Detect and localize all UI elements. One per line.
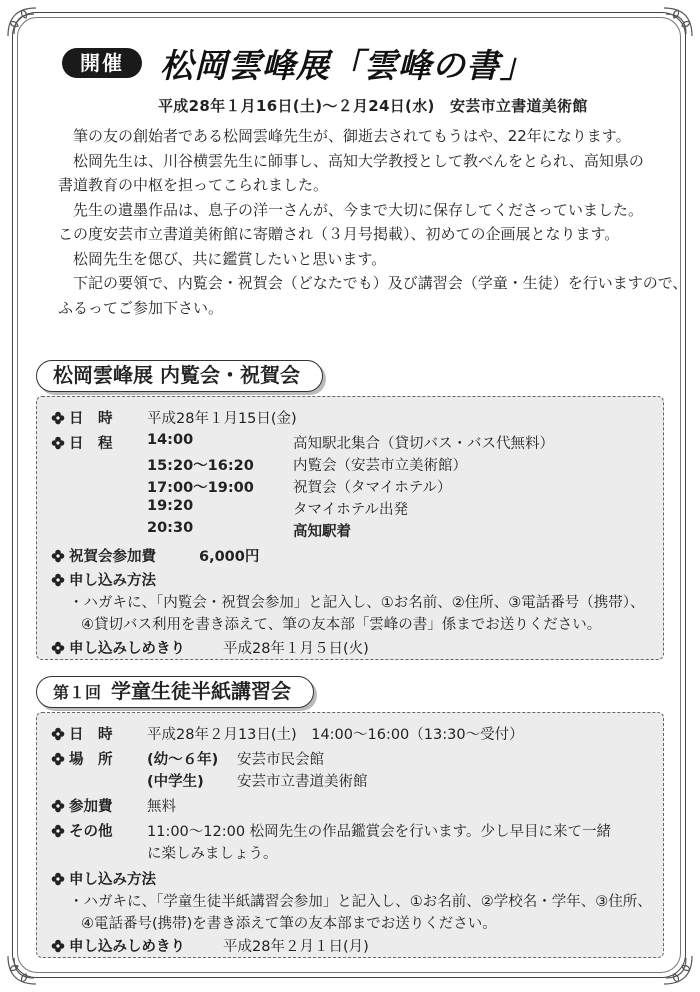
apply-line: ④貸切バス利用を書き添えて、筆の友本部「雲峰の書」係までお送りください。 [81, 617, 602, 633]
apply-line: ④電話番号(携帯)を書き添えて筆の友本部までお送りください。 [81, 916, 497, 932]
fee-label: 参加費 [51, 795, 113, 816]
place-label: 場 所 [51, 748, 113, 769]
other-label: その他 [51, 820, 113, 841]
apply-label: 申し込み方法 [51, 868, 156, 889]
intro-line: この度安芸市立書道美術館に寄贈され（３月号掲載）、初めての企画展となります。 [58, 225, 620, 243]
header [62, 40, 662, 90]
flower-bullet-icon [51, 872, 65, 886]
apply-label: 申し込み方法 [51, 569, 156, 590]
flower-bullet-icon [51, 549, 65, 563]
intro-line: 松岡先生を偲び、共に鑑賞したいと思います。 [58, 249, 387, 268]
workshop-details-box [36, 712, 664, 958]
flower-bullet-icon [51, 573, 65, 587]
flower-bullet-icon [51, 436, 65, 450]
fee-label: 祝賀会参加費 [51, 545, 156, 566]
place-who: (中学生) [147, 774, 204, 790]
date-value: 平成28年１月15日(金) [147, 411, 297, 427]
schedule-time: 17:00～19:00 [147, 480, 254, 496]
schedule-time: 19:20 [147, 498, 194, 514]
date-label: 日 時 [51, 723, 113, 744]
event-badge: 開催 [62, 48, 142, 78]
intro-line: 筆の友の創始者である松岡雲峰先生が、御逝去されてもうはや、22年になります。 [58, 127, 631, 145]
schedule-desc: 内覧会（安芸市立美術館） [293, 458, 467, 474]
schedule-label: 日 程 [51, 432, 113, 453]
flower-bullet-icon [51, 727, 65, 741]
place-where: 安芸市民会館 [237, 752, 324, 768]
corner-ornament-icon [4, 952, 40, 988]
schedule-desc: 祝賀会（タマイホテル） [293, 480, 452, 496]
intro-text [58, 124, 688, 320]
page-title: 松岡雲峰展「雲峰の書」 [160, 46, 534, 85]
schedule-time: 15:20～16:20 [147, 458, 254, 474]
section-heading-workshop [36, 676, 314, 708]
intro-line: 先生の遺墨作品は、息子の洋一さんが、今まで大切に保存してくださっていました。 [58, 200, 644, 219]
deadline-value: 平成28年１月５日(火) [223, 641, 369, 657]
deadline-label: 申し込みしめきり [51, 935, 185, 956]
fee-value: 6,000円 [199, 549, 260, 565]
flower-bullet-icon [51, 824, 65, 838]
schedule-desc: タマイホテル出発 [293, 502, 408, 518]
place-who: (幼～６年) [147, 752, 219, 768]
section-heading-text: 学童生徒半紙講習会 [111, 679, 292, 703]
intro-line: 松岡先生は、川谷横雲先生に師事し、高知大学教授として教べんをとられ、高知県の [58, 151, 644, 170]
corner-ornament-icon [4, 4, 40, 40]
deadline-value: 平成28年２月１日(月) [223, 939, 369, 955]
schedule-time: 20:30 [147, 520, 194, 536]
section-heading-prefix: 第１回 [53, 683, 102, 702]
flower-bullet-icon [51, 752, 65, 766]
place-where: 安芸市立書道美術館 [237, 774, 368, 790]
fee-value: 無料 [147, 799, 176, 815]
event-dates-venue: 平成28年１月16日(土)～２月24日(水) 安芸市立書道美術館 [158, 97, 588, 115]
schedule-desc: 高知駅北集合（貸切バス・バス代無料） [293, 436, 554, 452]
corner-ornament-icon [660, 952, 696, 988]
intro-line: ふるってご参加下さい。 [58, 298, 224, 317]
schedule-time: 14:00 [147, 432, 194, 448]
other-line: 11:00～12:00 松岡先生の作品鑑賞会を行います。少し早目に来て一緒 [147, 824, 612, 840]
flower-bullet-icon [51, 411, 65, 425]
date-label: 日 時 [51, 407, 113, 428]
intro-line: 書道教育の中枢を担ってこられました。 [58, 176, 329, 194]
section-heading-text: 松岡雲峰展 内覧会・祝賀会 [53, 363, 300, 387]
flower-bullet-icon [51, 641, 65, 655]
flower-bullet-icon [51, 939, 65, 953]
intro-line: 下記の要領で、内覧会・祝賀会（どなたでも）及び講習会（学童・生徒）を行いますので、 [58, 274, 688, 292]
corner-ornament-icon [660, 4, 696, 40]
deadline-label: 申し込みしめきり [51, 637, 185, 658]
flower-bullet-icon [51, 799, 65, 813]
date-value: 平成28年２月13日(土) 14:00～16:00（13:30～受付） [147, 727, 524, 743]
other-line: に楽しみましょう。 [147, 846, 278, 862]
apply-line: ・ハガキに、「学童生徒半紙講習会参加」と記入し、①お名前、②学校名・学年、③住所、 [69, 894, 652, 910]
section-heading-reception [36, 360, 323, 392]
schedule-desc: 高知駅着 [293, 524, 351, 540]
reception-details-box [36, 396, 664, 660]
apply-line: ・ハガキに、「内覧会・祝賀会参加」と記入し、①お名前、②住所、③電話番号（携帯）、 [69, 595, 645, 611]
